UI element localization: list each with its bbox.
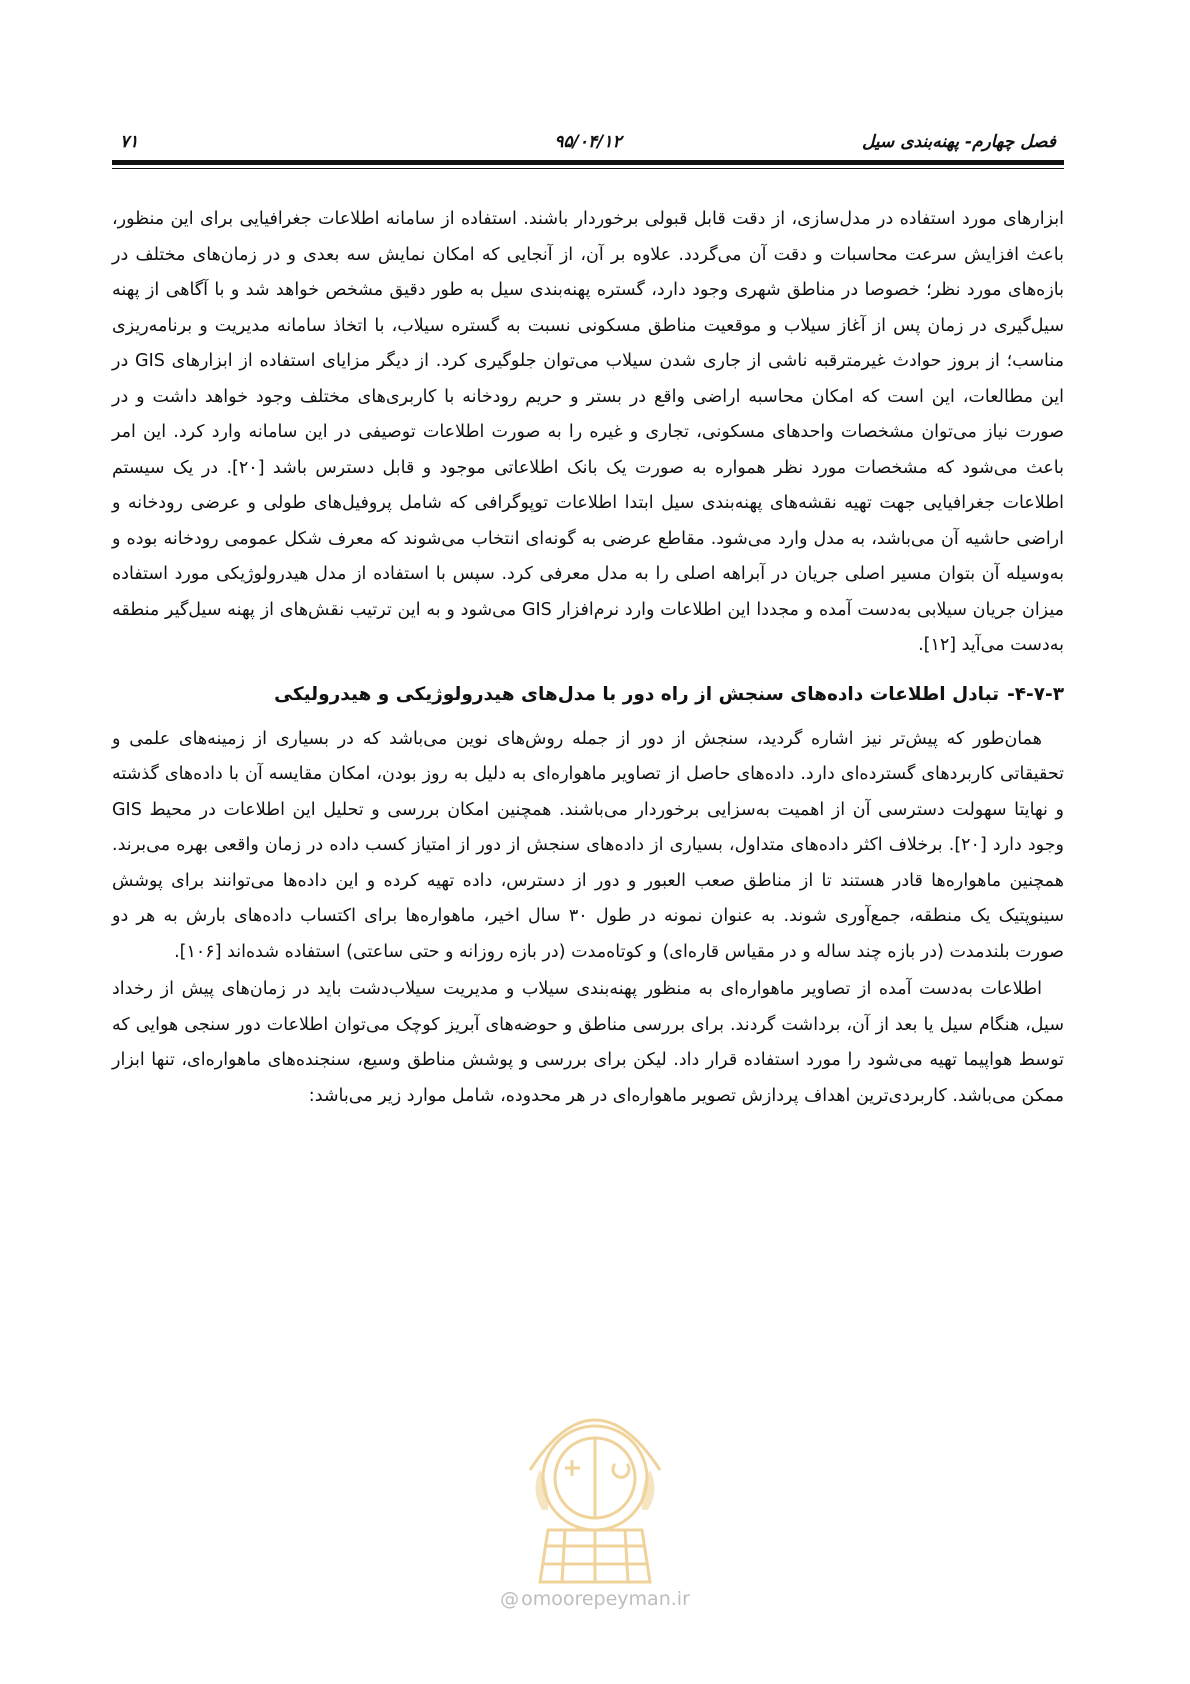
- section-number: ۴-۷-۳-: [1007, 683, 1064, 705]
- header-rule-thick: [112, 160, 1064, 165]
- body-text: [112, 202, 1064, 1114]
- header-rule-thin: [112, 168, 1064, 169]
- seal-icon: [470, 1360, 720, 1590]
- at-icon: @: [500, 1588, 520, 1610]
- paragraph-gis-benefits: ابزارهای مورد استفاده در مدل‌سازی، از دقت قابل قبولی برخوردار باشند. استفاده از سامانه اطلاعات جغرافیایی برای این منظور، باعث افزایش سرعت محاسبات و دقت آن می‌گردد. علاوه بر آن، از آنجایی که امکان نمایش سه بعدی و در زمان‌های مختلف در بازه‌های مورد نظر؛ خصوصا در مناطق شهری وجود دارد، گستره پهنه‌بندی سیل به طور دقیق مشخص خواهد شد و با آگاهی از پهنه سیل‌گیری در زمان پس از آغاز سیلاب و موقعیت مناطق مسکونی نسبت به گستره سیلاب، با اتخاذ سامانه مدیریت و برنامه‌ریزی مناسب؛ از بروز حوادث غیرمترقبه ناشی از جاری شدن سیلاب می‌توان جلوگیری کرد. از دیگر مزایای استفاده از ابزارهای GIS در این مطالعات، این است که امکان محاسبه اراضی واقع در بستر و حریم رودخانه با کاربری‌های مختلف وجود خواهد داشت و در صورت نیاز می‌توان مشخصات واحدهای مسکونی، تجاری و غیره را به صورت اطلاعات توصیفی در این سامانه وارد کرد. این امر باعث می‌شود که مشخصات مورد نظر همواره به صورت یک بانک اطلاعاتی موجود و قابل دسترس باشد [۲۰]. در یک سیستم اطلاعات جغرافیایی جهت تهیه نقشه‌های پهنه‌بندی سیل ابتدا اطلاعات توپوگرافی که شامل پروفیل‌های طولی و عرضی رودخانه و اراضی حاشیه آن می‌باشد، به مدل وارد می‌شود. مقاطع عرضی به گونه‌ای انتخاب می‌شوند که معرف شکل عمومی رودخانه بوده و به‌وسیله آن بتوان مسیر اصلی جریان در آبراهه اصلی را به مدل معرفی کرد. سپس با استفاده از مدل هیدرولوژیکی مورد استفاده میزان جریان سیلابی به‌دست آمده و مجددا این اطلاعات وارد نرم‌افزار GIS می‌شود و به این ترتیب نقش‌های از پهنه سیل‌گیر منطقه به‌دست می‌آید [۱۲].: [112, 209, 1064, 655]
- page-number: ۷۱: [120, 132, 139, 152]
- section-title: تبادل اطلاعات داده‌های سنجش از راه دور با مدل‌های هیدرولوژیکی و هیدرولیکی: [274, 683, 1000, 705]
- page-header: [112, 128, 1064, 158]
- paragraph-remote-sensing: همان‌طور که پیش‌تر نیز اشاره گردید، سنجش از دور از جمله روش‌های نوین می‌باشد که در بسیاری از زمینه‌های علمی و تحقیقاتی کاربردهای گسترده‌ای دارد. داده‌های حاصل از تصاویر ماهواره‌ای به دلیل به روز بودن، امکان مقایسه آن با داده‌های گذشته و نهایتا سهولت دسترسی آن از اهمیت به‌سزایی برخوردار می‌باشند. همچنین امکان بررسی و تحلیل این اطلاعات در محیط GIS وجود دارد [۲۰]. برخلاف اکثر داده‌های متداول، بسیاری از داده‌های سنجش از دور از امتیاز کسب داده در زمان واقعی بهره می‌برند. همچنین ماهواره‌ها قادر هستند تا از مناطق صعب العبور و دور از دسترس، داده تهیه کرده و این داده‌ها می‌توانند برای پوشش سینوپتیک یک منطقه، جمع‌آوری شوند. به عنوان نمونه در طول ۳۰ سال اخیر، ماهواره‌ها برای اکتساب داده‌های بارش به هر دو صورت بلندمدت (در بازه چند ساله و در مقیاس قاره‌ای) و کوتاه‌مدت (در بازه روزانه و حتی ساعتی) استفاده شده‌اند [۱۰۶].: [112, 728, 1065, 962]
- watermark-seal: [470, 1360, 720, 1590]
- watermark-url: omoorepeyman.ir: [521, 1588, 690, 1610]
- watermark-site: [0, 1588, 1190, 1610]
- paragraph-satellite-imagery: اطلاعات به‌دست آمده از تصاویر ماهواره‌ای به منظور پهنه‌بندی سیلاب و مدیریت سیلاب‌دشت باید در زمان‌های پیش از رخداد سیل، هنگام سیل یا بعد از آن، برداشت گردند. برای بررسی مناطق و حوضه‌های آبریز کوچک می‌توان اطلاعات دور سنجی هوایی که توسط هواپیما تهیه می‌شود را مورد استفاده قرار داد. لیکن برای بررسی و پوشش مناطق وسیع، سنجنده‌های ماهواره‌ای، تنها ابزار ممکن می‌باشد. کاربردی‌ترین اهداف پردازش تصویر ماهواره‌ای در هر محدوده، شامل موارد زیر می‌باشد:: [112, 979, 1064, 1106]
- chapter-title: فصل چهارم- پهنه‌بندی سیل: [862, 132, 1056, 152]
- document-code: ۹۵/۰۴/۱۲: [554, 132, 622, 152]
- section-heading: [112, 678, 1064, 712]
